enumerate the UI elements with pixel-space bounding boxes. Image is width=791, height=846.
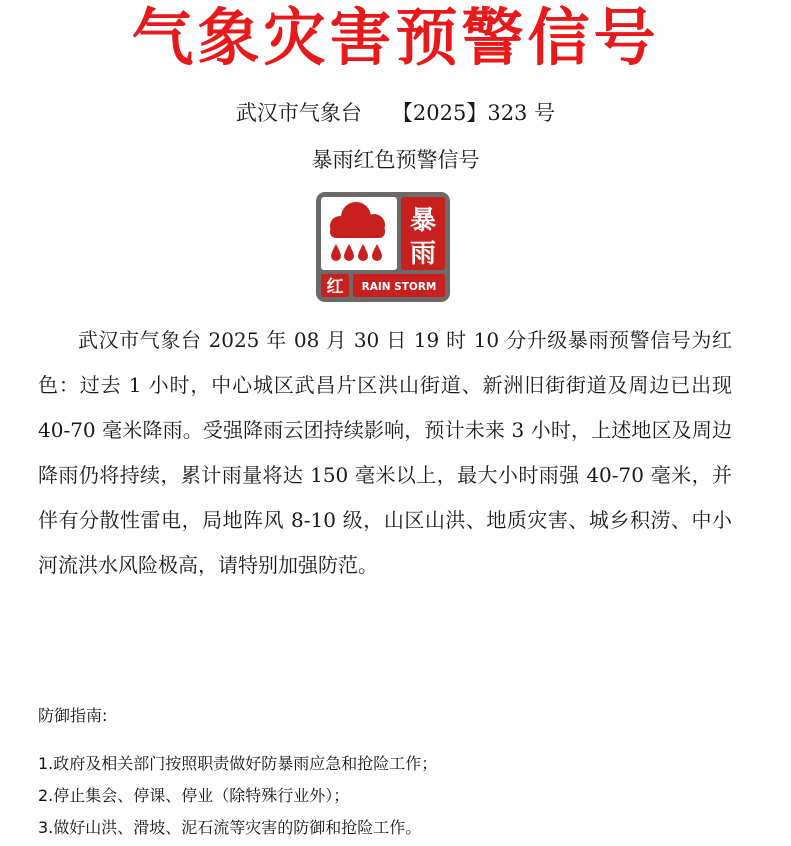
defense-guide-item: 2.停止集会、停课、停业（除特殊行业外）； bbox=[38, 786, 350, 805]
warning-body-paragraph: 武汉市气象台 2025 年 08 月 30 日 19 时 10 分升级暴雨预警信号为红色：过去 1 小时，中心城区武昌片区洪山街道、新洲旧街街道及周边已出现 40-70 毫米降雨。受强降雨云团持续影响，预计未来 3 小时，上述地区及周边降雨仍将持续，累计雨量将达 150 毫米以上，最大小时雨强 40-70 毫米，并伴有分散性雷电，局地阵风 8-10 级，山区山洪、地质灾害、城乡积涝、中小河流洪水风险极高，请特别加强防范。 bbox=[38, 328, 732, 577]
rainstorm-red-warning-icon bbox=[316, 192, 450, 302]
page-title: 气象灾害预警信号 bbox=[131, 1, 660, 74]
defense-guide-item: 1.政府及相关部门按照职责做好防暴雨应急和抢险工作； bbox=[38, 754, 438, 773]
defense-guide-item: 3.做好山洪、滑坡、泥石流等灾害的防御和抢险工作。 bbox=[38, 818, 422, 837]
issuer-name: 武汉市气象台 bbox=[235, 101, 362, 125]
doc-number: 【2025】323 号 bbox=[391, 101, 556, 125]
icon-char-bottom: 雨 bbox=[409, 239, 437, 269]
icon-english-label: RAIN STORM bbox=[361, 281, 437, 293]
document-number-line bbox=[0, 98, 791, 128]
signal-name: 暴雨红色预警信号 bbox=[311, 148, 480, 172]
icon-char-top: 暴 bbox=[409, 206, 437, 236]
icon-level-char: 红 bbox=[326, 277, 344, 297]
defense-guide-heading: 防御指南: bbox=[38, 706, 108, 725]
